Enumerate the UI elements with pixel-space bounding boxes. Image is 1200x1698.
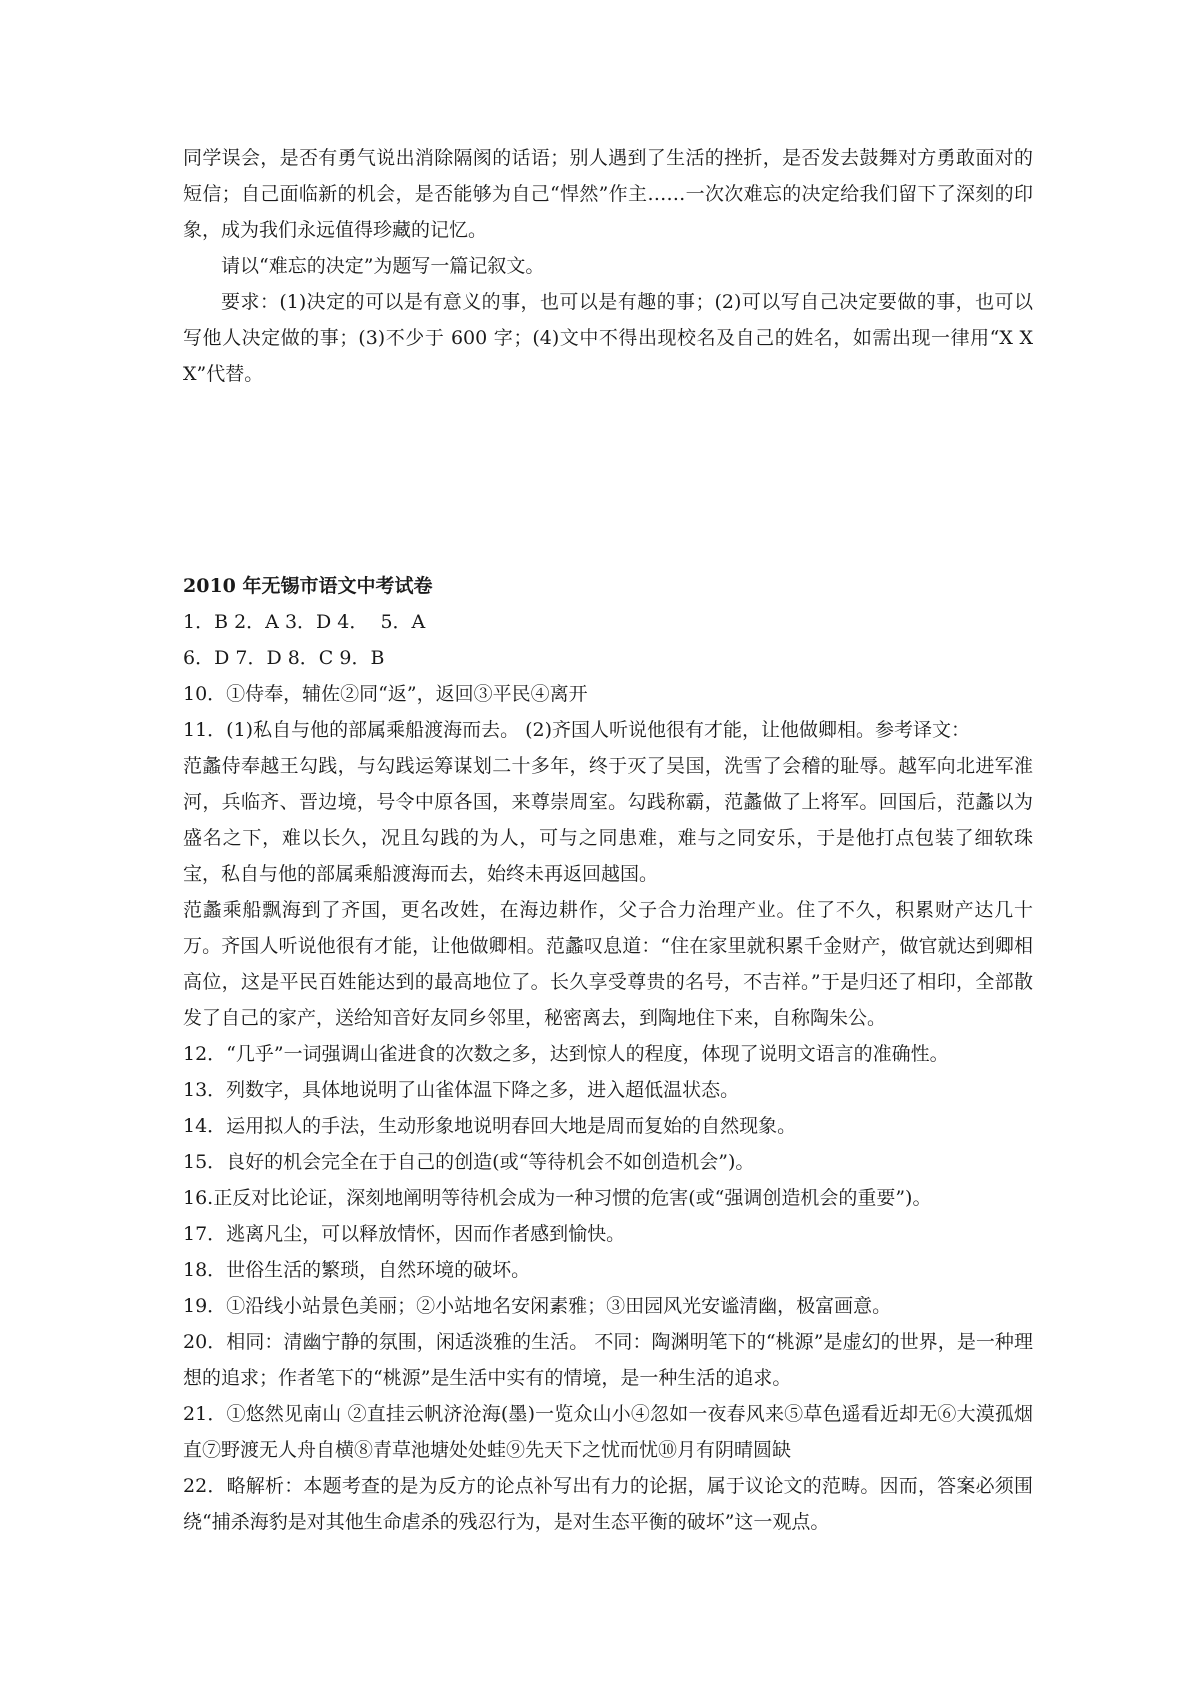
prompt-intro: 同学误会，是否有勇气说出消除隔阂的话语；别人遇到了生活的挫折，是否发去鼓舞对方勇敢面对的短信；自己面临新的机会，是否能够为自己“悍然”作主……一次次难忘的决定给我们留下了深刻的印象，成为我们永远值得珍藏的记忆。	[183, 147, 1033, 241]
prompt-requirements: 要求：(1)决定的可以是有意义的事，也可以是有趣的事；(2)可以写自己决定要做的事，也可以写他人决定做的事；(3)不少于 600 字；(4)文中不得出现校名及自己的姓名，如需出现一律用“X X X”代替。	[183, 291, 1033, 385]
translation-paragraph: 范蠡乘船飘海到了齐国，更名改姓，在海边耕作，父子合力治理产业。住了不久，积累财产达几十万。齐国人听说他很有才能，让他做卿相。范蠡叹息道：“住在家里就积累千金财产，做官就达到卿相高位，这是平民百姓能达到的最高地位了。长久享受尊贵的名号，不吉祥。”于是归还了相印，全部散发了自己的家产，送给知音好友同乡邻里，秘密离去，到陶地住下来，自称陶朱公。	[183, 899, 1033, 1029]
answer-line: 10．①侍奉，辅佐②同“返”，返回③平民④离开	[183, 683, 588, 705]
answer-line: 6．D 7．D 8．C 9．B	[183, 647, 385, 669]
answer-line: 22．略解析：本题考查的是为反方的论点补写出有力的论据，属于议论文的范畴。因而，答案必须围绕“捕杀海豹是对其他生命虐杀的残忍行为，是对生态平衡的破坏”这一观点。	[183, 1475, 1033, 1533]
blank-space	[183, 392, 1033, 568]
answer-line: 11．(1)私自与他的部属乘船渡海而去。 (2)齐国人听说他很有才能，让他做卿相。参考译文：	[183, 719, 971, 741]
answer-line: 15．良好的机会完全在于自己的创造(或“等待机会不如创造机会”)。	[183, 1151, 755, 1173]
prompt-instruction: 请以“难忘的决定”为题写一篇记叙文。	[221, 255, 545, 277]
answer-line: 19．①沿线小站景色美丽；②小站地名安闲素雅；③田园风光安谧清幽，极富画意。	[183, 1295, 892, 1317]
answers-title: 2010 年无锡市语文中考试卷	[183, 575, 433, 597]
answer-line: 18．世俗生活的繁琐，自然环境的破坏。	[183, 1259, 531, 1281]
answer-line: 16.正反对比论证，深刻地阐明等待机会成为一种习惯的危害(或“强调创造机会的重要”)。	[183, 1187, 932, 1209]
document-page	[183, 140, 1033, 1540]
answer-line: 12．“几乎”一词强调山雀进食的次数之多，达到惊人的程度，体现了说明文语言的准确性。	[183, 1043, 949, 1065]
answer-line: 21．①悠然见南山 ②直挂云帆济沧海(墨)一览众山小④忽如一夜春风来⑤草色遥看近却无⑥大漠孤烟直⑦野渡无人舟自横⑧青草池塘处处蛙⑨先天下之忧而忧⑩月有阴晴圆缺	[183, 1403, 1033, 1461]
answer-line: 13．列数字，具体地说明了山雀体温下降之多，进入超低温状态。	[183, 1079, 740, 1101]
answer-line: 20．相同：清幽宁静的氛围，闲适淡雅的生活。 不同：陶渊明笔下的“桃源”是虚幻的世界，是一种理想的追求；作者笔下的“桃源”是生活中实有的情境，是一种生活的追求。	[183, 1331, 1033, 1389]
answer-line: 1．B 2．A 3．D 4． 5．A	[183, 611, 426, 633]
answer-line: 14．运用拟人的手法，生动形象地说明春回大地是周而复始的自然现象。	[183, 1115, 797, 1137]
answer-line: 17．逃离凡尘，可以释放情怀，因而作者感到愉快。	[183, 1223, 626, 1245]
translation-paragraph: 范蠡侍奉越王勾践，与勾践运筹谋划二十多年，终于灭了吴国，洗雪了会稽的耻辱。越军向北进军淮河，兵临齐、晋边境，号令中原各国，来尊崇周室。勾践称霸，范蠡做了上将军。回国后，范蠡以为盛名之下，难以长久，况且勾践的为人，可与之同患难，难与之同安乐，于是他打点包装了细软珠宝，私自与他的部属乘船渡海而去，始终未再返回越国。	[183, 755, 1033, 885]
